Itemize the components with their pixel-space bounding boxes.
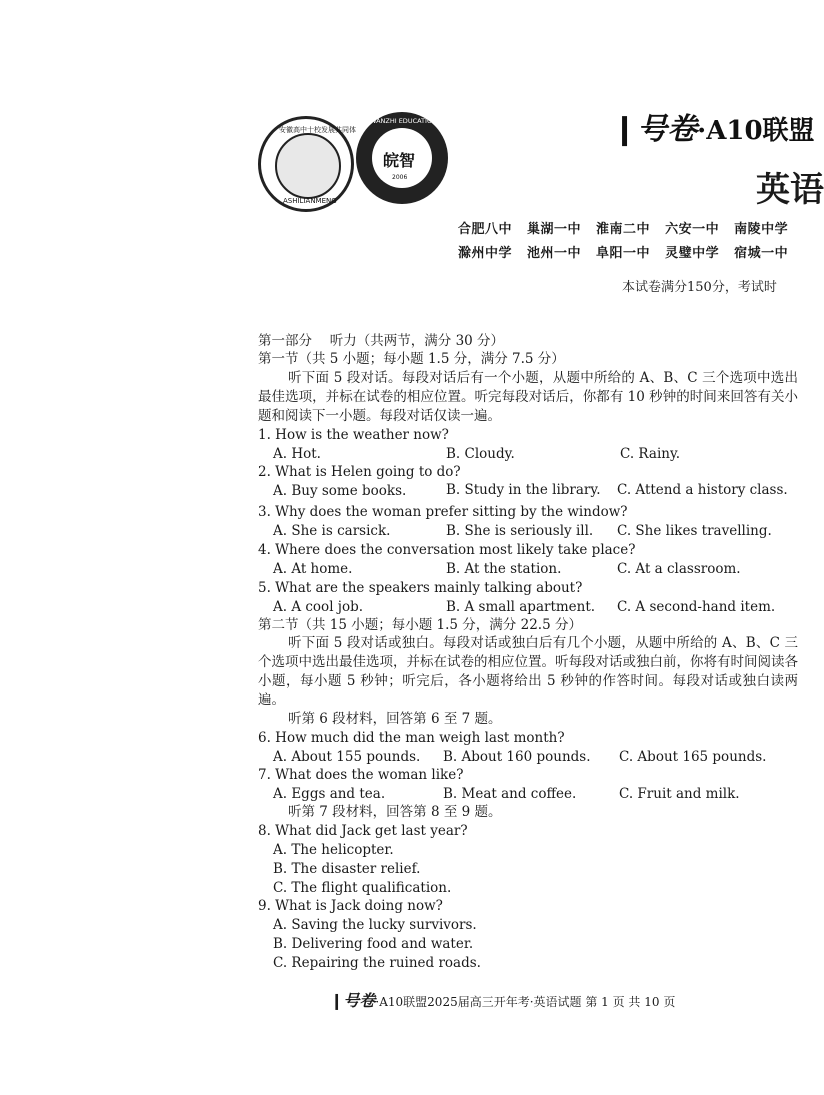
brand-mark: ❙号卷 [612,112,698,147]
q8-option-a: A. The helicopter. [273,842,394,858]
q1-option-a: A. Hot. [273,446,321,462]
section-2-instructions: 听下面 5 段对话或独白。每段对话或独白后有几个小题，从题中所给的 A、B、C 三个选项中选出最佳选项，并标在试卷的相应位置。听每段对话或独白前，你将有时间阅读各小题，每小题 5 秒钟；听完后，各小题将给出 5 秒钟的作答时间。每段对话或独白读两遍。 [258,635,798,708]
q2-option-a: A. Buy some books. [273,483,407,499]
material-7-intro: 听第 7 段材料，回答第 8 至 9 题。 [288,804,502,820]
q5-option-a: A. A cool job. [273,599,364,615]
q3-option-c: C. She likes travelling. [617,523,772,539]
section-1-instructions: 听下面 5 段对话。每段对话后有一个小题，从题中所给的 A、B、C 三个选项中选出最佳选项，并标在试卷的相应位置。听完每段对话后，你都有 10 秒钟的时间来回答有关小题和阅读下一小题。每段对话仅读一遍。 [258,370,798,424]
question-9: 9. What is Jack doing now? [258,898,443,914]
wanzhi-logo-year: 2006 [392,174,408,181]
q3-option-b: B. She is seriously ill. [446,523,594,539]
footer-mark: ❙号卷 [330,991,376,1010]
q7-option-b: B. Meat and coffee. [443,786,577,802]
q4-option-b: B. At the station. [446,561,562,577]
wanzhi-logo-text: WANZHI EDUCATION [370,117,437,125]
footer-text: ·A10联盟2025届高三开年考·英语试题 第 1 页 共 10 页 [375,995,676,1009]
q4-option-a: A. At home. [273,561,353,577]
alliance-logo-emblem [275,133,341,199]
q8-option-c: C. The flight qualification. [273,880,452,896]
question-4: 4. Where does the conversation most likely take place? [258,542,636,558]
q6-option-c: C. About 165 pounds. [619,749,767,765]
question-3: 3. Why does the woman prefer sitting by the window? [258,504,628,520]
q1-option-b: B. Cloudy. [446,446,515,462]
q9-option-a: A. Saving the lucky survivors. [273,917,477,933]
q2-option-c: C. Attend a history class. [617,482,788,498]
alliance-logo-subtext: ASHILIANMENG [283,197,337,205]
alliance-logo [258,116,354,212]
section-2-title: 第二节（共 15 小题；每小题 1.5 分，满分 22.5 分） [258,617,582,633]
q3-option-a: A. She is carsick. [273,523,391,539]
question-5: 5. What are the speakers mainly talking about? [258,580,583,596]
q8-option-b: B. The disaster relief. [273,861,421,877]
q4-option-c: C. At a classroom. [617,561,741,577]
q6-option-a: A. About 155 pounds. [273,749,421,765]
question-8: 8. What did Jack get last year? [258,823,468,839]
alliance-logo-text: 安徽高中十校发展共同体 [279,126,356,134]
wanzhi-logo-char: 皖智 [383,151,416,170]
question-1: 1. How is the weather now? [258,427,449,443]
exam-note: 本试卷满分150分，考试时 [622,280,777,295]
question-6: 6. How much did the man weigh last month? [258,730,565,746]
q7-option-a: A. Eggs and tea. [273,786,386,802]
part-title: 第一部分 听力（共两节，满分 30 分） [258,333,505,349]
subject-title: 英语 [756,170,824,210]
brand-title [612,104,815,148]
q5-option-b: B. A small apartment. [446,599,596,615]
q9-option-b: B. Delivering food and water. [273,936,474,952]
wanzhi-logo [356,112,448,204]
question-2: 2. What is Helen going to do? [258,464,461,480]
question-7: 7. What does the woman like? [258,767,464,783]
q9-option-c: C. Repairing the ruined roads. [273,955,481,971]
schools-row-1: 合肥八中 巢湖一中 淮南二中 六安一中 南陵中学 [458,222,789,237]
material-6-intro: 听第 6 段材料，回答第 6 至 7 题。 [288,711,502,727]
wanzhi-logo-emblem [372,128,432,188]
q2-option-b: B. Study in the library. [446,482,601,498]
q7-option-c: C. Fruit and milk. [619,786,740,802]
schools-row-2: 滁州中学 池州一中 阜阳一中 灵璧中学 宿城一中 [458,246,789,261]
q5-option-c: C. A second-hand item. [617,599,776,615]
section-1-title: 第一节（共 5 小题；每小题 1.5 分，满分 7.5 分） [258,351,565,367]
page-footer [330,988,675,1011]
brand-text: ·A10联盟 [697,116,815,146]
q1-option-c: C. Rainy. [620,446,681,462]
q6-option-b: B. About 160 pounds. [443,749,591,765]
